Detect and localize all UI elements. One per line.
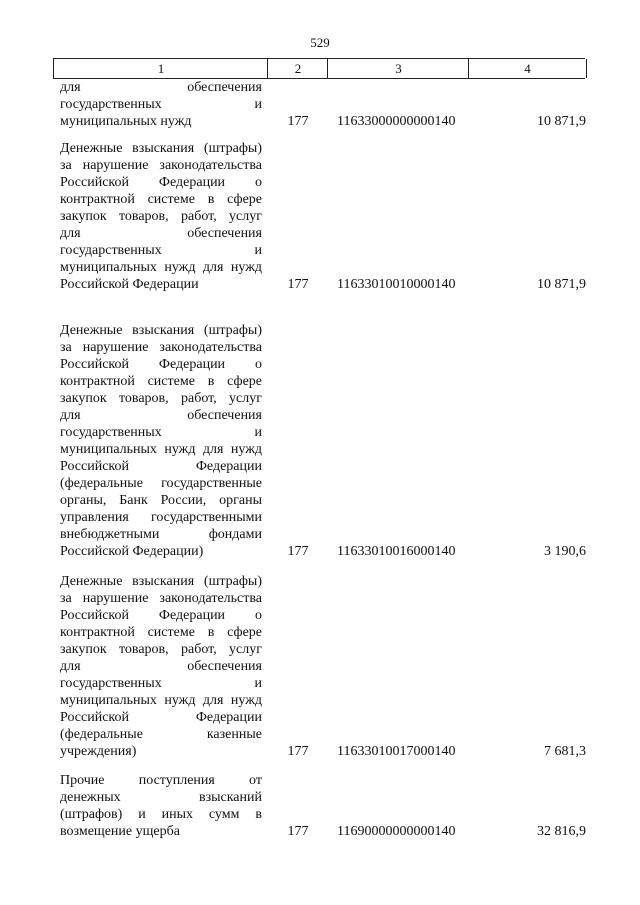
row-amount: 3 190,6 xyxy=(544,544,586,559)
description-line: учреждения) xyxy=(60,744,137,759)
header-col-4: 4 xyxy=(468,59,587,78)
description-line: муниципальных нужд для нужд xyxy=(60,442,262,457)
row-kbk-code: 11633010016000140 xyxy=(337,544,456,559)
description-line: контрактной системе в сфере xyxy=(60,192,262,207)
description-line: за нарушение законодательства xyxy=(60,591,262,606)
description-line: Денежные взыскания (штрафы) xyxy=(60,574,262,589)
row-code: 177 xyxy=(287,114,309,129)
description-line: для обеспечения xyxy=(60,226,262,241)
description-line: закупок товаров, работ, услуг xyxy=(60,391,262,406)
description-line: государственных и xyxy=(60,676,262,691)
table-row xyxy=(60,772,586,840)
header-col-2: 2 xyxy=(267,59,328,78)
row-code: 177 xyxy=(287,277,309,292)
description-line: (федеральные казенные xyxy=(60,727,262,742)
description-line: для обеспечения xyxy=(60,408,262,423)
table-row xyxy=(60,322,586,560)
row-amount: 10 871,9 xyxy=(537,277,586,292)
row-description xyxy=(60,79,262,130)
table-row xyxy=(60,573,586,760)
description-line: Денежные взыскания (штрафы) xyxy=(60,141,262,156)
description-line: органы, Банк России, органы xyxy=(60,493,262,508)
description-line: муниципальных нужд xyxy=(60,114,192,129)
row-code: 177 xyxy=(287,544,309,559)
row-kbk-code: 11633010017000140 xyxy=(337,744,456,759)
table-row xyxy=(60,140,586,293)
description-line: за нарушение законодательства xyxy=(60,158,262,173)
description-line: контрактной системе в сфере xyxy=(60,374,262,389)
description-line: государственных и xyxy=(60,97,262,112)
row-kbk-code: 11633000000000140 xyxy=(337,114,456,129)
row-amount: 10 871,9 xyxy=(537,114,586,129)
row-description xyxy=(60,322,262,560)
description-line: (штрафов) и иных сумм в xyxy=(60,807,262,822)
header-col-1: 1 xyxy=(53,59,268,78)
description-line: Прочие поступления от xyxy=(60,773,262,788)
description-line: Российской Федерации о xyxy=(60,175,262,190)
description-line: Российской Федерации xyxy=(60,710,262,725)
description-line: Российской Федерации) xyxy=(60,544,204,559)
description-line: за нарушение законодательства xyxy=(60,340,262,355)
row-amount: 7 681,3 xyxy=(544,744,586,759)
description-line: государственных и xyxy=(60,425,262,440)
table-row xyxy=(60,79,586,130)
row-amount: 32 816,9 xyxy=(537,824,586,839)
header-col-3: 3 xyxy=(327,59,469,78)
table-header xyxy=(53,58,585,79)
description-line: закупок товаров, работ, услуг xyxy=(60,642,262,657)
row-code: 177 xyxy=(287,824,309,839)
description-line: для обеспечения xyxy=(60,659,262,674)
description-line: (федеральные государственные xyxy=(60,476,262,491)
description-line: Российской Федерации о xyxy=(60,357,262,372)
row-description xyxy=(60,140,262,293)
description-line: денежных взысканий xyxy=(60,790,262,805)
row-description xyxy=(60,772,262,840)
description-line: для обеспечения xyxy=(60,80,262,95)
description-line: Российской Федерации xyxy=(60,459,262,474)
description-line: Российской Федерации о xyxy=(60,608,262,623)
description-line: Денежные взыскания (штрафы) xyxy=(60,323,262,338)
description-line: контрактной системе в сфере xyxy=(60,625,262,640)
row-code: 177 xyxy=(287,744,309,759)
description-line: муниципальных нужд для нужд xyxy=(60,693,262,708)
description-line: закупок товаров, работ, услуг xyxy=(60,209,262,224)
row-kbk-code: 11633010010000140 xyxy=(337,277,456,292)
page-number: 529 xyxy=(310,35,330,50)
description-line: внебюджетными фондами xyxy=(60,527,262,542)
description-line: управления государственными xyxy=(60,510,262,525)
description-line: возмещение ущерба xyxy=(60,824,180,839)
row-kbk-code: 11690000000000140 xyxy=(337,824,456,839)
description-line: Российской Федерации xyxy=(60,277,199,292)
description-line: государственных и xyxy=(60,243,262,258)
row-description xyxy=(60,573,262,760)
description-line: муниципальных нужд для нужд xyxy=(60,260,262,275)
